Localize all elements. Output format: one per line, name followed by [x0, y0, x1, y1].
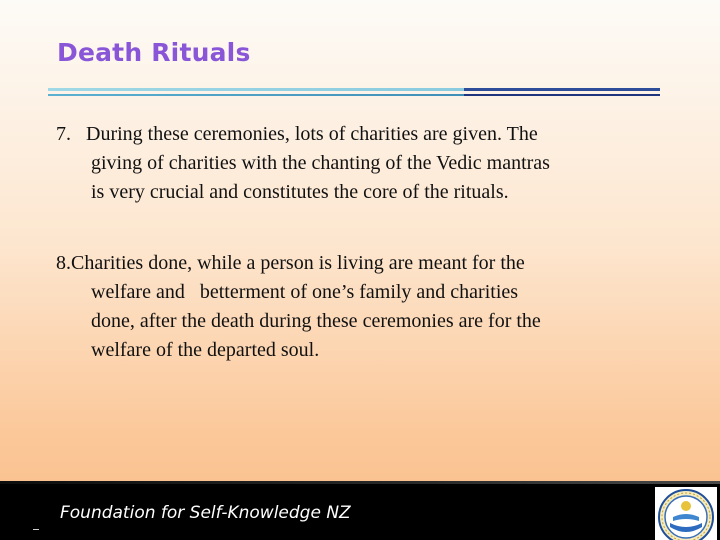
point-7-first-line — [56, 120, 656, 149]
point-line: done, after the death during these ceremonies are for the — [91, 310, 541, 332]
point-text: Charities done, while a person is living are meant for the — [71, 252, 525, 274]
footer-dash — [33, 529, 39, 530]
organization-seal-icon — [655, 487, 717, 540]
point-8 — [56, 249, 656, 365]
point-7 — [56, 120, 656, 207]
slide-title: Death Rituals — [57, 38, 251, 67]
footer-text: Foundation for Self-Knowledge NZ — [60, 503, 351, 523]
footer-divider — [0, 481, 720, 484]
point-number: 7. — [56, 123, 71, 145]
title-divider — [48, 88, 660, 91]
point-number: 8. — [56, 252, 71, 274]
point-line: welfare of the departed soul. — [91, 339, 320, 361]
footer-bar — [0, 481, 720, 540]
seal-graphic — [655, 487, 717, 540]
point-text: During these ceremonies, lots of charities are given. The — [86, 123, 538, 145]
point-line: giving of charities with the chanting of the Vedic mantras — [91, 152, 550, 174]
title-divider-lower — [48, 94, 660, 96]
point-line: welfare and betterment of one’s family and charities — [91, 281, 519, 303]
point-line: is very crucial and constitutes the core of the rituals. — [91, 181, 509, 203]
point-8-first-line — [56, 252, 525, 274]
